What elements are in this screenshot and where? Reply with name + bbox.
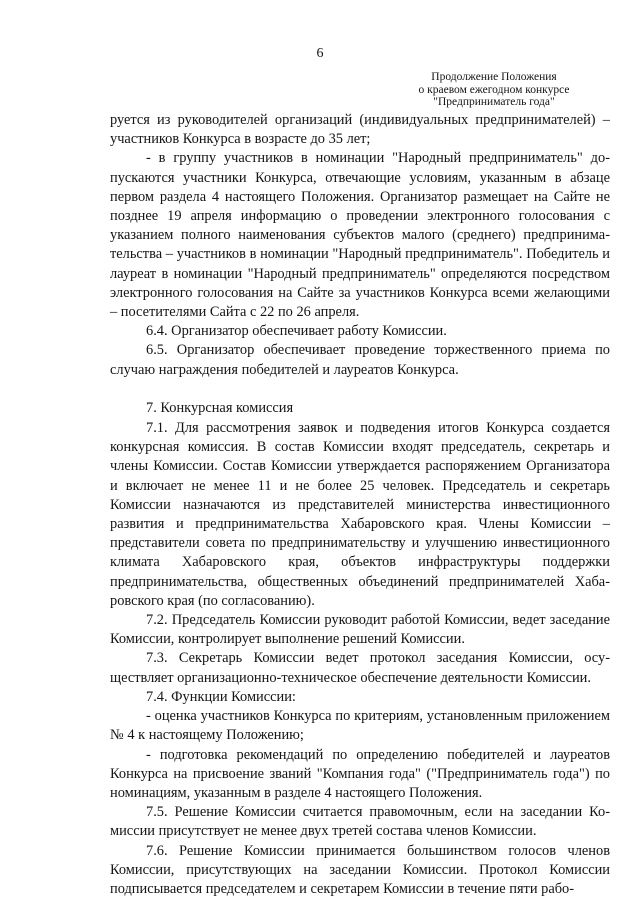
paragraph-continuation: руется из руководителей организаций (индивидуальных предпринимателей) – участников Конкурса в возрасте до 35 лет; xyxy=(110,112,610,148)
header-note-line-2: о краевом ежегодном конкурсе xyxy=(418,83,570,96)
paragraph-7-4-item-1: - оценка участников Конкурса по критериям, установленным приложением № 4 к настоящему Положению; xyxy=(110,708,610,744)
paragraph-7-5: 7.5. Решение Комиссии считается правомочным, если на заседании Комиссии присутствует не менее двух третей состава членов Комиссии. xyxy=(110,804,610,840)
paragraph-7-3: 7.3. Секретарь Комиссии ведет протокол заседания Комиссии, осуществляет организационно-техническое обеспечение деятельности Комиссии. xyxy=(110,650,610,686)
page-number: 6 xyxy=(316,46,324,61)
paragraph-6-5: 6.5. Организатор обеспечивает проведение торжественного приема по случаю награждения победителей и лауреатов Конкурса. xyxy=(110,342,610,378)
paragraph-7-1: 7.1. Для рассмотрения заявок и подведения итогов Конкурса создается конкурсная комиссия. В состав Комиссии входят председатель, секретарь и члены Комиссии. Состав Комиссии утверждается распоряжением Организатора и включает не менее 11 и не более 25 человек. Председатель и секретарь Комиссии назначаются из представителей министерства инвестиционного развития и предпринимательства Хабаровского края. Члены Комиссии – представители совета по предпринимательству и улучшению инвестиционного климата Хабаровского края, объектов инфраструктуры поддержки предпринимательства, общественных объединений предпринимателей Хабаровского края (по согласованию). xyxy=(110,420,610,609)
paragraph-6-4: 6.4. Организатор обеспечивает работу Комиссии. xyxy=(146,323,447,340)
paragraph-7-6: 7.6. Решение Комиссии принимается большинством голосов членов Комиссии, присутствующих на заседании Комиссии. Протокол Комиссии подписывается председателем и секретарем Комиссии в течение пяти рабо- xyxy=(110,842,610,897)
paragraph-7-4-item-2: - подготовка рекомендаций по определению победителей и лауреатов Конкурса на присвоение званий "Компания года" ("Предприниматель года") по номинациям, указанным в разделе 4 настоящего Положения. xyxy=(110,746,610,801)
paragraph-7-2: 7.2. Председатель Комиссии руководит работой Комиссии, ведет заседание Комиссии, контролирует выполнение решений Комиссии. xyxy=(110,612,610,648)
paragraph-7-4: 7.4. Функции Комиссии: xyxy=(146,688,296,705)
header-note-line-3: "Предприниматель года" xyxy=(433,96,555,108)
paragraph-folk-entrepreneur-nomination: - в группу участников в номинации "Народный предприниматель" допускаются участники Конкурса, отвечающие условиям, указанным в абзаце первом раздела 4 настоящего Положения. Организатор размещает на Сайте не позднее 19 апреля информацию о проведении электронного голосования с указанием полного наименования субъектов малого (среднего) предпринимательства – участников в номинации "Народный предприниматель". Победитель и лауреат в номинации "Народный предприниматель" определяются посредством электронного голосования на Сайте за участников Конкурса всеми желающими – посетителями Сайта с 22 по 26 апреля. xyxy=(110,150,610,321)
header-continuation-note xyxy=(384,71,604,109)
section-heading-7: 7. Конкурсная комиссия xyxy=(146,399,294,416)
document-body xyxy=(110,111,610,899)
header-note-line-1: Продолжение Положения xyxy=(431,71,557,83)
